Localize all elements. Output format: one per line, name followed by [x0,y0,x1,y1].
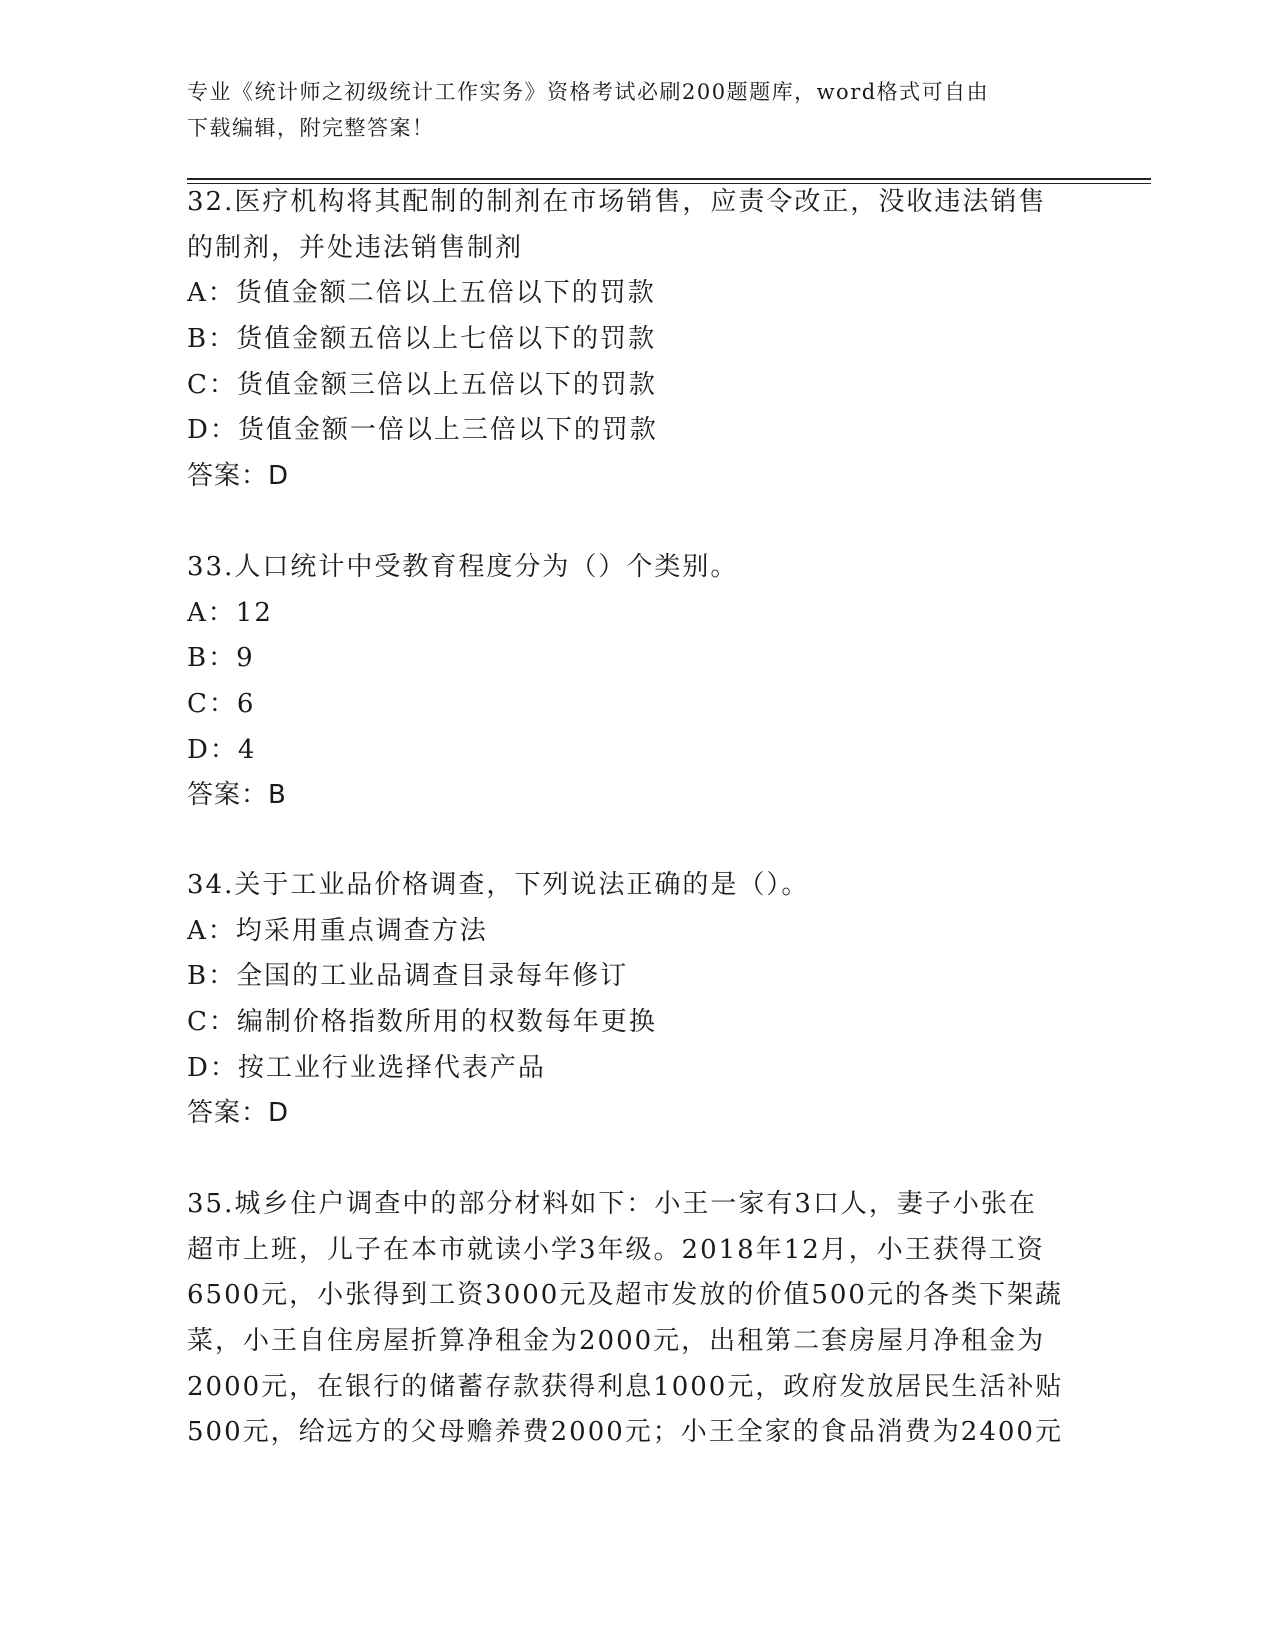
question-text-line: 35.城乡住户调查中的部分材料如下：小王一家有3口人，妻子小张在 [187,1189,1037,1219]
question-text-line: 菜，小王自住房屋折算净租金为2000元，出租第二套房屋月净租金为 [187,1326,1046,1357]
option-d: D：4 [187,734,257,765]
question-33 [187,545,1087,819]
header-line-1: 专业《统计师之初级统计工作实务》资格考试必刷200题题库，word格式可自由 [187,80,990,104]
option-b: B：全国的工业品调查目录每年修订 [187,961,629,992]
question-32 [187,180,1087,500]
option-a: A：均采用重点调查方法 [187,915,488,946]
option-c: C：6 [187,689,256,720]
answer-line: 答案：B [187,780,287,811]
header-line-2: 下载编辑，附完整答案！ [187,116,435,140]
question-text-line: 500元，给远方的父母赡养费2000元；小王全家的食品消费为2400元 [187,1417,1063,1448]
option-d: D：货值金额一倍以上三倍以下的罚款 [187,415,658,446]
answer-line: 答案：D [187,1098,290,1129]
question-text-line: 2000元，在银行的储蓄存款获得利息1000元，政府发放居民生活补贴 [187,1371,1064,1402]
question-34 [187,863,1087,1137]
question-35 [187,1182,1087,1456]
option-a: A：货值金额二倍以上五倍以下的罚款 [187,278,656,309]
option-c: C：编制价格指数所用的权数每年更换 [187,1007,657,1038]
question-stem-line: 34.关于工业品价格调查，下列说法正确的是（）。 [187,870,810,900]
question-stem-line: 的制剂，并处违法销售制剂 [187,232,524,263]
question-stem-line: 32.医疗机构将其配制的制剂在市场销售，应责令改正，没收违法销售 [187,187,1047,217]
option-b: B：货值金额五倍以上七倍以下的罚款 [187,324,657,355]
option-d: D：按工业行业选择代表产品 [187,1052,546,1083]
question-text-line: 6500元，小张得到工资3000元及超市发放的价值500元的各类下架蔬 [187,1280,1063,1311]
option-b: B：9 [187,643,255,674]
option-a: A：12 [187,597,273,628]
answer-line: 答案：D [187,461,290,492]
document-header [187,74,1087,146]
question-stem-line: 33.人口统计中受教育程度分为（）个类别。 [187,552,739,582]
question-text-line: 超市上班，儿子在本市就读小学3年级。2018年12月，小王获得工资 [187,1234,1045,1265]
option-c: C：货值金额三倍以上五倍以下的罚款 [187,369,657,400]
